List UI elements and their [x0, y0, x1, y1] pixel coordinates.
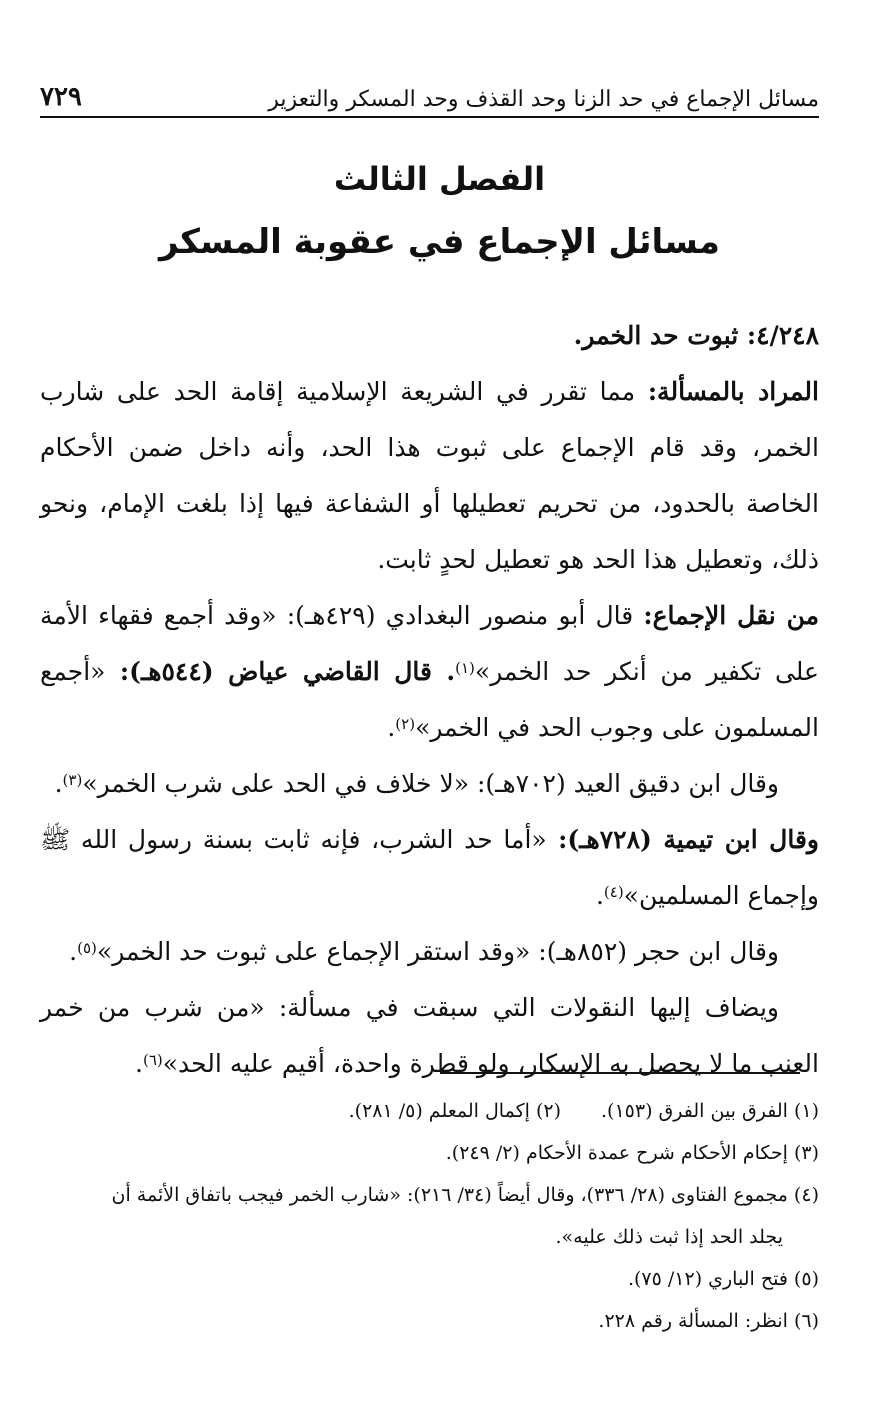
- ibn-taymiyya-bold: وقال ابن تيمية (٧٢٨هـ):: [546, 825, 819, 854]
- consensus-end: .: [387, 713, 396, 742]
- section-heading: ٤/٢٤٨: ثبوت حد الخمر.: [573, 321, 819, 350]
- footnote-2: (٢) إكمال المعلم (٥/ ٢٨١).: [348, 1100, 561, 1122]
- additional-end: .: [135, 1049, 143, 1078]
- footnote-ref-2[interactable]: (٢): [395, 715, 416, 733]
- consensus-text-b: «أجمع المسلمون على وجوب الحد في الخمر»: [40, 657, 819, 742]
- footnotes: [36, 1090, 819, 1342]
- footnote-ref-3[interactable]: (٣): [62, 771, 83, 789]
- chapter-title: مسائل الإجماع في عقوبة المسكر: [159, 222, 720, 262]
- footnote-ref-5[interactable]: (٥): [77, 939, 97, 957]
- footnote-4: (٤) مجموع الفتاوى (٢٨/ ٣٣٦)، وقال أيضاً (٣٤/ ٢١٦): «شارب الخمر فيجب باتفاق الأئمة أن: [111, 1184, 819, 1206]
- paragraph-additional: [40, 980, 819, 1092]
- paragraph-ibn-hajar: [40, 924, 819, 980]
- running-header: [40, 72, 819, 118]
- footnote-ref-1[interactable]: (١): [455, 659, 475, 677]
- footnote-4-continued: يجلد الحد إذا ثبت ذلك عليه».: [555, 1226, 783, 1248]
- footnote-divider: [440, 1072, 800, 1074]
- footnote-ref-4[interactable]: (٤): [603, 883, 624, 901]
- body-text: [40, 308, 819, 1092]
- paragraph-consensus: [40, 588, 819, 756]
- paragraph-definition: [40, 364, 819, 588]
- ibn-hajar-text: وقال ابن حجر (٨٥٢هـ): «وقد استقر الإجماع على ثبوت حد الخمر»: [96, 937, 779, 966]
- ibn-daqiq-end: .: [54, 769, 63, 798]
- page-number: ٧٢٩: [40, 82, 82, 112]
- definition-text: مما تقرر في الشريعة الإسلامية إقامة الحد على شارب الخمر، وقد قام الإجماع على ثبوت هذا الحد، وأنه داخل ضمن الأحكام الخاصة بالحدود، من تحريم تعطيلها أو الشفاعة فيها إذا بلغت الإمام، ونحو ذلك، وتعطيل هذا الحد هو تعطيل لحدٍ ثابت.: [40, 377, 819, 574]
- footnote-5: (٥) فتح الباري (١٢/ ٧٥).: [627, 1268, 819, 1290]
- ibn-daqiq-text: وقال ابن دقيق العيد (٧٠٢هـ): «لا خلاف في الحد على شرب الخمر»: [82, 769, 779, 798]
- footnote-3: (٣) إحكام الأحكام شرح عمدة الأحكام (٢/ ٢٤٩).: [445, 1142, 819, 1164]
- definition-label: المراد بالمسألة:: [647, 377, 819, 406]
- footnote-6: (٦) انظر: المسألة رقم ٢٢٨.: [598, 1310, 819, 1332]
- footnote-1: (١) الفرق بين الفرق (١٥٣).: [601, 1100, 819, 1122]
- consensus-label: من نقل الإجماع:: [643, 601, 820, 630]
- ibn-taymiyya-text: «أما حد الشرب، فإنه ثابت بسنة رسول الله ﷺ وإجماع المسلمين»: [40, 825, 819, 910]
- footnote-row-1-2: [36, 1090, 819, 1132]
- ibn-taymiyya-end: .: [595, 881, 604, 910]
- consensus-bold: . قال القاضي عياض (٥٤٤هـ):: [105, 657, 456, 686]
- footnote-ref-6[interactable]: (٦): [142, 1051, 163, 1069]
- chapter-label: الفصل الثالث: [333, 160, 546, 198]
- running-title: مسائل الإجماع في حد الزنا وحد القذف وحد المسكر والتعزير: [268, 87, 819, 112]
- paragraph-ibn-daqiq: [40, 756, 819, 812]
- ibn-hajar-end: .: [69, 937, 78, 966]
- paragraph-ibn-taymiyya: [40, 812, 819, 924]
- consensus-text-a: قال أبو منصور البغدادي (٤٢٩هـ): «وقد أجمع فقهاء الأمة على تكفير من أنكر حد الخمر»: [40, 601, 819, 686]
- additional-text: ويضاف إليها النقولات التي سبقت في مسألة: «من شرب من خمر العنب ما لا يحصل به الإسكار، ولو قطرة واحدة، أقيم عليه الحد»: [40, 993, 819, 1078]
